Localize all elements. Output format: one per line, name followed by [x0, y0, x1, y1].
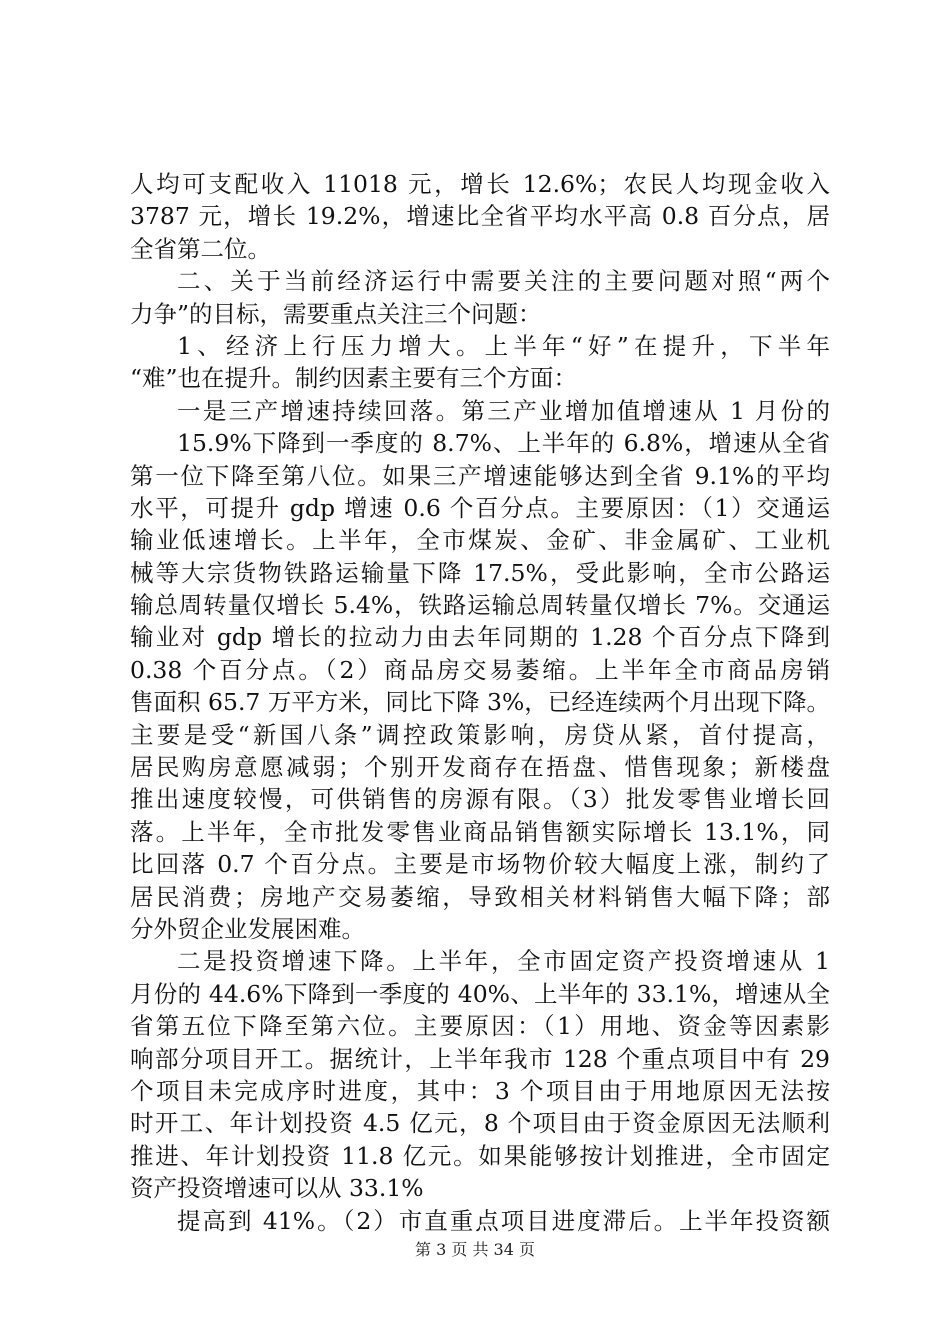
text-line: 居民消费；房地产交易萎缩，导致相关材料销售大幅下降；部 [130, 882, 830, 911]
page-number: 第 3 页 共 34 页 [415, 1240, 535, 1259]
text-line: 全省第二位。 [130, 234, 271, 263]
text-line: 推进、年计划投资 11.8 亿元。如果能够按计划推进，全市固定 [130, 1141, 830, 1170]
text-line: 人均可支配收入 11018 元，增长 12.6%；农民人均现金收入 [130, 170, 830, 198]
text-line: 3787 元，增长 19.2%，增速比全省平均水平高 0.8 百分点，居 [130, 202, 830, 231]
text-line: 落。上半年，全市批发零售业商品销售额实际增长 13.1%，同 [130, 817, 830, 846]
text-line: 一是三产增速持续回落。第三产业增加值增速从 1 月份的 [177, 396, 830, 425]
text-line: 比回落 0.7 个百分点。主要是市场物价较大幅度上涨，制约了 [130, 850, 830, 879]
text-line: 提高到 41%。（2）市直重点项目进度滞后。上半年投资额 [177, 1206, 830, 1235]
text-line: 二是投资增速下降。上半年，全市固定资产投资增速从 1 [177, 947, 830, 976]
text-line: 输业对 gdp 增长的拉动力由去年同期的 1.28 个百分点下降到 [130, 623, 830, 652]
page-footer [0, 1240, 950, 1260]
text-line: 主要是受“新国八条”调控政策影响，房贷从紧，首付提高， [130, 720, 830, 749]
text-line: 个项目未完成序时进度，其中：3 个项目由于用地原因无法按 [130, 1076, 830, 1105]
text-line: 输业低速增长。上半年，全市煤炭、金矿、非金属矿、工业机 [130, 526, 830, 555]
text-line: 械等大宗货物铁路运输量下降 17.5%，受此影响，全市公路运 [130, 558, 830, 587]
text-line: 月份的 44.6%下降到一季度的 40%、上半年的 33.1%，增速从全 [130, 979, 830, 1008]
text-line: 推出速度较慢，可供销售的房源有限。（3）批发零售业增长回 [130, 785, 830, 814]
text-line: 分外贸企业发展困难。 [130, 914, 365, 943]
text-line: 水平，可提升 gdp 增速 0.6 个百分点。主要原因：（1）交通运 [130, 493, 830, 522]
text-line: 时开工、年计划投资 4.5 亿元，8 个项目由于资金原因无法顺利 [130, 1109, 830, 1138]
text-line: 售面积 65.7 万平方米，同比下降 3%，已经连续两个月出现下降。 [130, 688, 830, 717]
text-line: 第一位下降至第八位。如果三产增速能够达到全省 9.1%的平均 [130, 461, 830, 490]
text-line: 1、经济上行压力增大。上半年“好”在提升，下半年 [177, 331, 830, 360]
text-line: 响部分项目开工。据统计，上半年我市 128 个重点项目中有 29 [130, 1044, 830, 1073]
text-line: 省第五位下降至第六位。主要原因：（1）用地、资金等因素影 [130, 1012, 830, 1041]
text-line: 力争”的目标，需要重点关注三个问题： [130, 299, 542, 328]
text-line: 居民购房意愿减弱；个别开发商存在捂盘、惜售现象；新楼盘 [130, 753, 830, 782]
text-line: “难”也在提升。制约因素主要有三个方面： [130, 364, 578, 393]
text-line: 输总周转量仅增长 5.4%，铁路运输总周转量仅增长 7%。交通运 [130, 591, 830, 620]
text-line: 0.38 个百分点。（2）商品房交易萎缩。上半年全市商品房销 [130, 655, 830, 684]
text-line: 二、关于当前经济运行中需要关注的主要问题对照“两个 [177, 267, 830, 296]
text-line: 15.9%下降到一季度的 8.7%、上半年的 6.8%，增速从全省 [177, 429, 830, 458]
document-body [130, 168, 830, 1237]
text-line: 资产投资增速可以从 33.1% [130, 1174, 424, 1203]
